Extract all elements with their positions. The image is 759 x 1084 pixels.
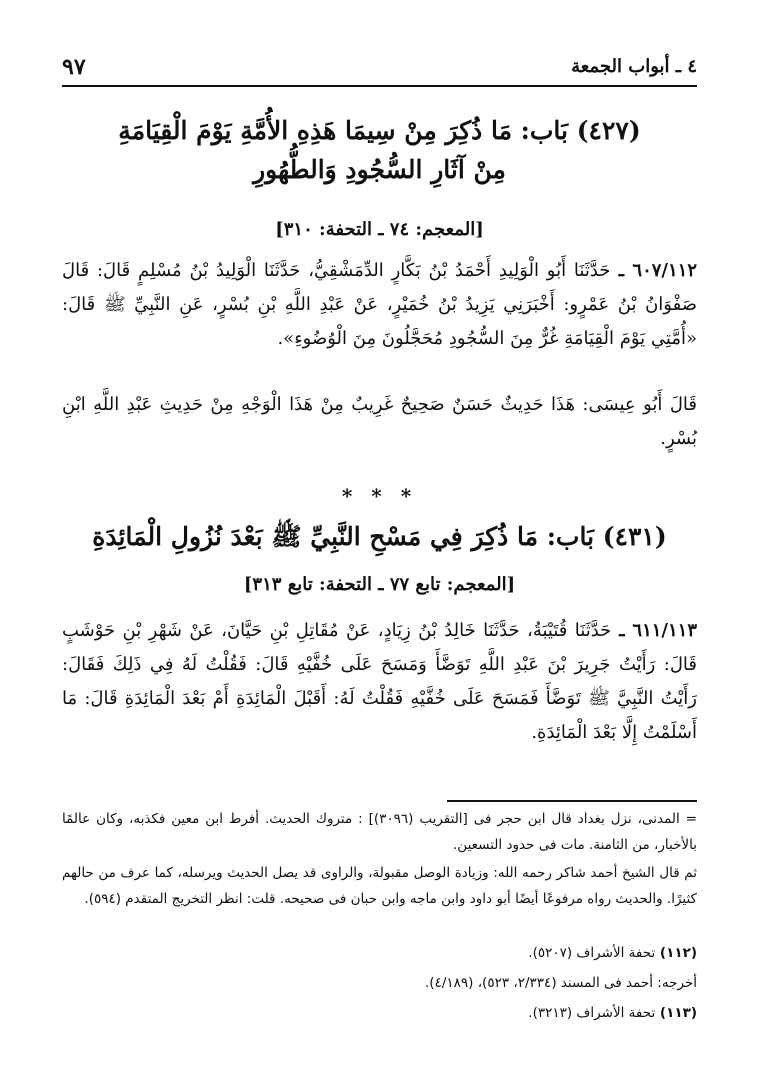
hadith-607-number: ٦٠٧/١١٢ ـ — [610, 260, 697, 281]
hadith-607-text: حَدَّثَنَا أَبُو الْوَلِيدِ أَحْمَدُ بْنُ بَكَّارٍ الدِّمَشْقِيُّ، حَدَّثَنَا الْوَلِيدُ بْنُ مُسْلِمٍ قَالَ: قَالَ صَفْوَانُ بْنُ عَمْرٍو: أَخْبَرَنِي يَزِيدُ بْنُ خُمَيْرٍ، عَنْ عَبْدِ اللَّهِ بْنِ بُسْرٍ، عَنِ النَّبِيِّ ﷺ قَالَ: «أُمَّتِي يَوْمَ الْقِيَامَةِ غُرٌّ مِنَ السُّجُودِ مُحَجَّلُونَ مِنَ الْوُضُوءِ». — [62, 260, 697, 349]
footnote-112-label: (١١٢) — [655, 945, 697, 961]
footnote-113-label: (١١٣) — [655, 1005, 697, 1021]
section-separator: * * * — [341, 484, 418, 508]
footnote-112-takhrij: أخرجه: أحمد فى المسند (٢/٣٣٤، ٥٢٣)، (٤/١٨٩). — [425, 975, 697, 991]
footnote-112-text: تحفة الأشراف (٥٢٠٧). — [528, 945, 656, 961]
footnote-continued: = المدنى، نزل بغداد قال ابن حجر فى [التقريب (٣٠٩٦)] : متروك الحديث. أفرط ابن معين فكذبه، وكان عالمًا بالأخبار، من الثامنة. مات فى حدود التسعين. — [62, 811, 697, 853]
footnote-112 — [62, 940, 697, 966]
chapter-431-title: (٤٣١) بَاب: مَا ذُكِرَ فِي مَسْحِ النَّبِيِّ ﷺ بَعْدَ نُزُولِ الْمَائِدَةِ — [92, 522, 667, 551]
chapter-427-title-line2: مِنْ آثَارِ السُّجُودِ وَالطُّهُورِ — [253, 154, 506, 184]
footnote-rule — [447, 800, 697, 802]
chapter-427-title — [62, 112, 697, 190]
chapter-427-title-line1: (٤٢٧) بَاب: مَا ذُكِرَ مِنْ سِيمَا هَذِهِ الأُمَّةِ يَوْمَ الْقِيَامَةِ — [118, 116, 641, 145]
hadith-611-text: حَدَّثَنَا قُتَيْبَةُ، حَدَّثَنَا خَالِدُ بْنُ زِيَادٍ، عَنْ مُقَاتِلِ بْنِ حَيَّانَ، عَنْ شَهْرِ بْنِ حَوْشَبٍ قَالَ: رَأَيْتُ جَرِيرَ بْنَ عَبْدِ اللَّهِ تَوَضَّأَ وَمَسَحَ عَلَى خُفَّيْهِ قَالَ: فَقُلْتُ لَهُ فِي ذَلِكَ فَقَالَ: رَأَيْتُ النَّبِيَّ ﷺ تَوَضَّأَ فَمَسَحَ عَلَى خُفَّيْهِ فَقُلْتُ لَهُ: أَقَبْلَ الْمَائِدَةِ أَمْ بَعْدَ الْمَائِدَةِ قَالَ: مَا أَسْلَمْتُ إِلَّا بَعْدَ الْمَائِدَةِ. — [62, 620, 697, 743]
running-header-title: ٤ ـ أبواب الجمعة — [571, 56, 697, 77]
chapter-431-reference: [المعجم: تابع ٧٧ ـ التحفة: تابع ٣١٣] — [243, 574, 516, 595]
header-rule — [62, 85, 697, 87]
footnote-shakir: ثم قال الشيخ أحمد شاكر رحمه الله: وزيادة الوصل مقبولة، والراوى قد يصل الحديث ويرسله، كما عرف من حالهم كثيرًا. والحديث رواه مرفوعًا أيضًا أبو داود وابن ماجه وابن حبان فى صحيحه. قلت: انظر التخريج المتقدم (٥٩٤). — [62, 865, 697, 907]
footnote-113-text: تحفة الأشراف (٣٢١٣). — [528, 1005, 656, 1021]
hadith-607 — [62, 254, 697, 356]
hadith-611-number: ٦١١/١١٣ ـ — [611, 620, 697, 641]
hadith-611 — [62, 614, 697, 750]
footnote-113 — [62, 1000, 697, 1026]
chapter-427-reference: [المعجم: ٧٤ ـ التحفة: ٣١٠] — [275, 219, 484, 240]
abu-isa-comment: قَالَ أَبُو عِيسَى: هَذَا حَدِيثٌ حَسَنٌ صَحِيحٌ غَرِيبٌ مِنْ هَذَا الْوَجْهِ مِنْ حَدِيثِ عَبْدِ اللَّهِ ابْنِ بُسْرٍ. — [62, 394, 697, 449]
running-header — [62, 52, 697, 86]
page-number: ٩٧ — [62, 54, 86, 80]
